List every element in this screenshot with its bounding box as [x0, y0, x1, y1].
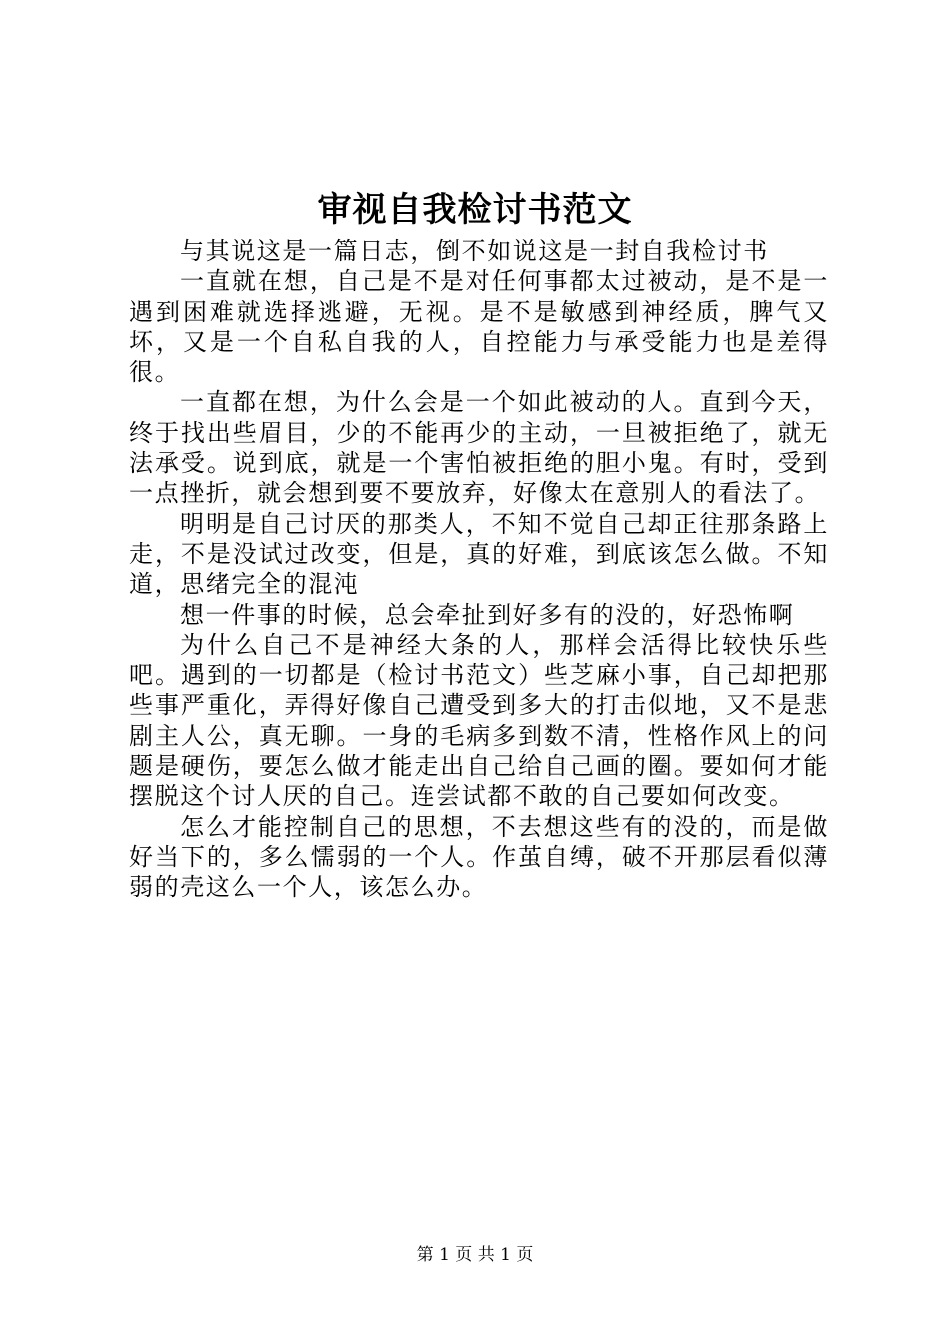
paragraph: 明明是自己讨厌的那类人，不知不觉自己却正往那条路上走，不是没试过改变，但是，真的好难，到底该怎么做。不知道，思绪完全的混沌: [129, 509, 829, 599]
page-footer: 第 1 页 共 1 页: [416, 1245, 534, 1265]
paragraph: 怎么才能控制自己的思想，不去想这些有的没的，而是做好当下的，多么懦弱的一个人。作茧自缚，破不开那层看似薄弱的壳这么一个人，该怎么办。: [129, 812, 829, 902]
document-title: 审视自我检讨书范文: [317, 190, 633, 230]
paragraph: 想一件事的时候，总会牵扯到好多有的没的，好恐怖啊: [180, 600, 795, 629]
paragraph: 一直就在想，自己是不是对任何事都太过被动，是不是一遇到困难就选择逃避，无视。是不是敏感到神经质，脾气又坏，又是一个自私自我的人，自控能力与承受能力也是差得很。: [129, 267, 829, 387]
paragraph: 为什么自己不是神经大条的人，那样会活得比较快乐些吧。遇到的一切都是（检讨书范文）些芝麻小事，自己却把那些事严重化，弄得好像自己遭受到多大的打击似地，又不是悲剧主人公，真无聊。一身的毛病多到数不清，性格作风上的问题是硬伤，要怎么做才能走出自己给自己画的圈。要如何才能摆脱这个讨人厌的自己。连尝试都不敢的自己要如何改变。: [129, 630, 829, 811]
paragraph: 与其说这是一篇日志，倒不如说这是一封自我检讨书: [180, 237, 769, 265]
paragraph: 一直都在想，为什么会是一个如此被动的人。直到今天，终于找出些眉目，少的不能再少的主动，一旦被拒绝了，就无法承受。说到底，就是一个害怕被拒绝的胆小鬼。有时，受到一点挫折，就会想到要不要放弃，好像太在意别人的看法了。: [129, 388, 829, 508]
document-body: [129, 236, 829, 903]
